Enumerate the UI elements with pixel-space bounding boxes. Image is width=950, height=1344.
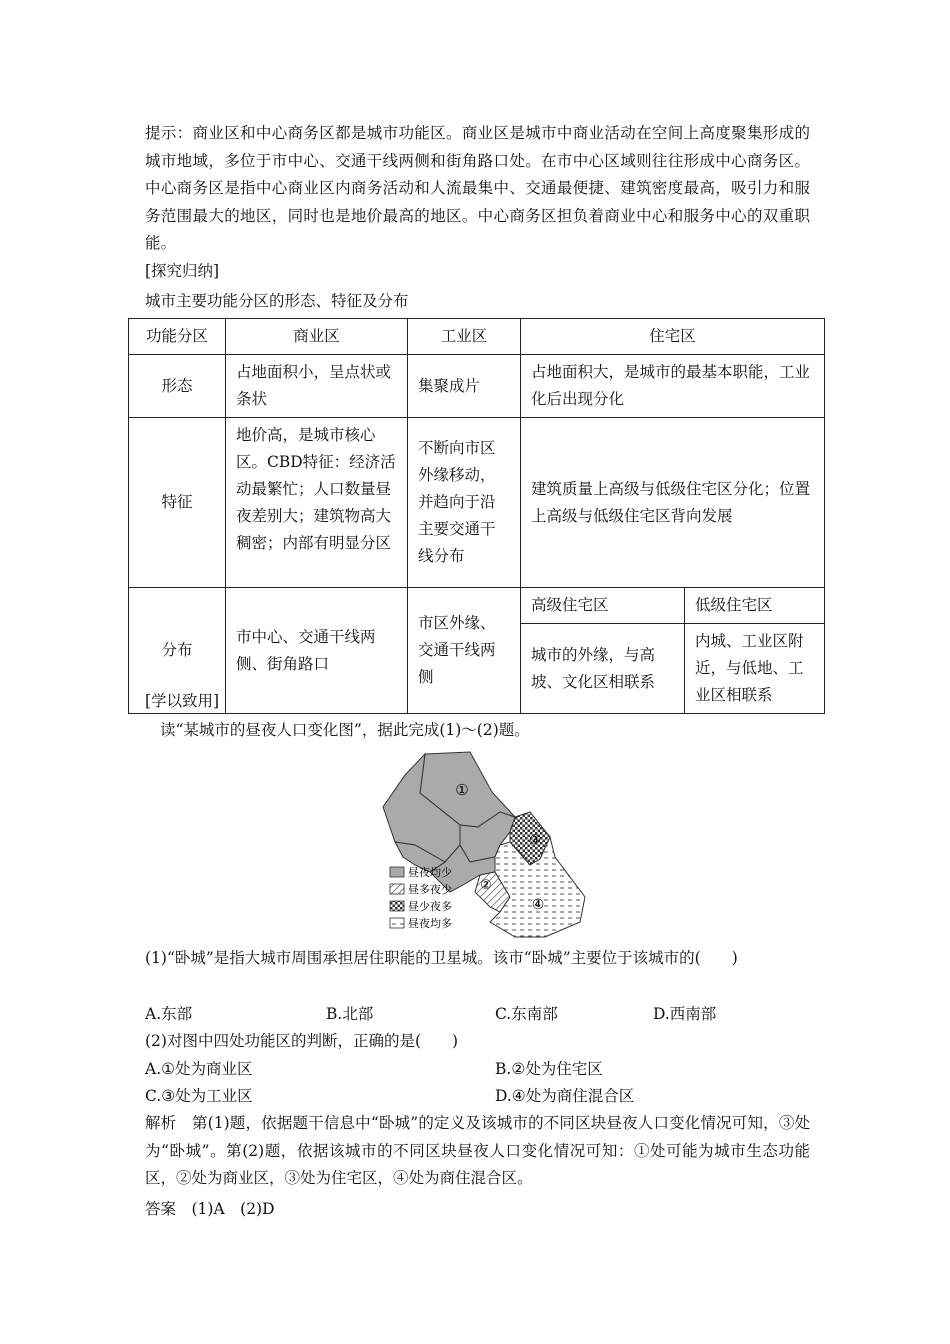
cell-distribution-commercial: 市中心、交通干线两侧、街角路口	[226, 588, 408, 714]
q1-option-c[interactable]: C.东南部	[495, 1005, 558, 1023]
analysis-paragraph: 解析 第(1)题，依据题干信息中“卧城”的定义及该城市的不同区块昼夜人口变化情况可知，③处为“卧城”。第(2)题，依据该城市的不同区块昼夜人口变化情况可知：①处可能为城市生态功能区，②处为商业区，③处为住宅区，④处为商住混合区。	[145, 1114, 810, 1187]
q2-option-c[interactable]: C.③处为工业区	[145, 1087, 253, 1105]
legend-label-2: 昼少夜多	[408, 900, 452, 913]
q1-option-b[interactable]: B.北部	[326, 1005, 374, 1023]
header-residential: 住宅区	[521, 319, 825, 355]
row-label-features: 特征	[129, 418, 226, 588]
table-row-distribution	[129, 588, 825, 624]
zone-label-4: ④	[531, 897, 545, 913]
cell-distribution-low-residential: 内城、工业区附近，与低地、工业区相联系	[685, 624, 825, 714]
cell-shape-commercial: 占地面积小，呈点状或条状	[226, 355, 408, 418]
cell-features-commercial: 地价高，是城市核心区。CBD特征：经济活动最繁忙；人口数量昼夜差别大；建筑物高大稠密；内部有明显分区	[226, 418, 408, 588]
legend-label-1: 昼多夜少	[408, 883, 452, 896]
zone-label-3: ③	[529, 833, 541, 848]
q2-option-b[interactable]: B.②处为住宅区	[495, 1060, 603, 1078]
q2-option-d[interactable]: D.④处为商住混合区	[495, 1087, 635, 1105]
legend-label-3: 昼夜均多	[408, 917, 452, 930]
cell-shape-residential: 占地面积大，是城市的最基本职能，工业化后出现分化	[521, 355, 825, 418]
subheader-low-residential: 低级住宅区	[685, 588, 825, 624]
cell-distribution-industrial: 市区外缘、交通干线两侧	[408, 588, 521, 714]
row-label-distribution: 分布	[129, 588, 226, 714]
table-row-features	[129, 418, 825, 588]
legend-label-0: 昼夜均少	[408, 866, 452, 879]
header-zone: 功能分区	[129, 319, 226, 355]
table-header-row	[129, 319, 825, 355]
zone-label-2: ②	[480, 878, 492, 893]
row-label-shape: 形态	[129, 355, 226, 418]
subheader-high-residential: 高级住宅区	[521, 588, 685, 624]
summary-heading: [探究归纳]	[145, 262, 220, 280]
practice-heading: [学以致用]	[145, 692, 220, 710]
table-row-shape	[129, 355, 825, 418]
answer-line: 答案 (1)A (2)D	[145, 1200, 275, 1218]
q2-option-a[interactable]: A.①处为商业区	[145, 1060, 253, 1078]
question-2-stem: (2)对图中四处功能区的判断，正确的是( )	[145, 1032, 459, 1050]
cell-features-industrial: 不断向市区外缘移动，并趋向于沿主要交通干线分布	[408, 418, 521, 588]
table-title: 城市主要功能分区的形态、特征及分布	[145, 292, 409, 310]
function-zone-table	[128, 318, 825, 714]
question-1-stem: (1)“卧城”是指大城市周围承担居住职能的卫星城。该市“卧城”主要位于该城市的( )	[145, 949, 738, 967]
zone-label-1: ①	[455, 781, 469, 799]
practice-intro: 读“某城市的昼夜人口变化图”，据此完成(1)～(2)题。	[160, 721, 530, 739]
cell-distribution-high-residential: 城市的外缘，与高坡、文化区相联系	[521, 624, 685, 714]
cell-features-residential: 建筑质量上高级与低级住宅区分化；位置上高级与低级住宅区背向发展	[521, 418, 825, 588]
header-commercial: 商业区	[226, 319, 408, 355]
hint-paragraph: 提示：商业区和中心商务区都是城市功能区。商业区是城市中商业活动在空间上高度聚集形成的城市地域，多位于市中心、交通干线两侧和街角路口处。在市中心区域则往往形成中心商务区。中心商务区是指中心商业区内商务活动和人流最集中、交通最便捷、建筑密度最高，吸引力和服务范围最大的地区，同时也是地价最高的地区。中心商务区担负着商业中心和服务中心的双重职能。	[145, 124, 810, 252]
q1-option-d[interactable]: D.西南部	[653, 1005, 717, 1023]
cell-shape-industrial: 集聚成片	[408, 355, 521, 418]
map-legend	[390, 865, 452, 930]
header-industrial: 工业区	[408, 319, 521, 355]
q1-option-a[interactable]: A.东部	[145, 1005, 193, 1023]
population-change-map	[375, 747, 590, 939]
